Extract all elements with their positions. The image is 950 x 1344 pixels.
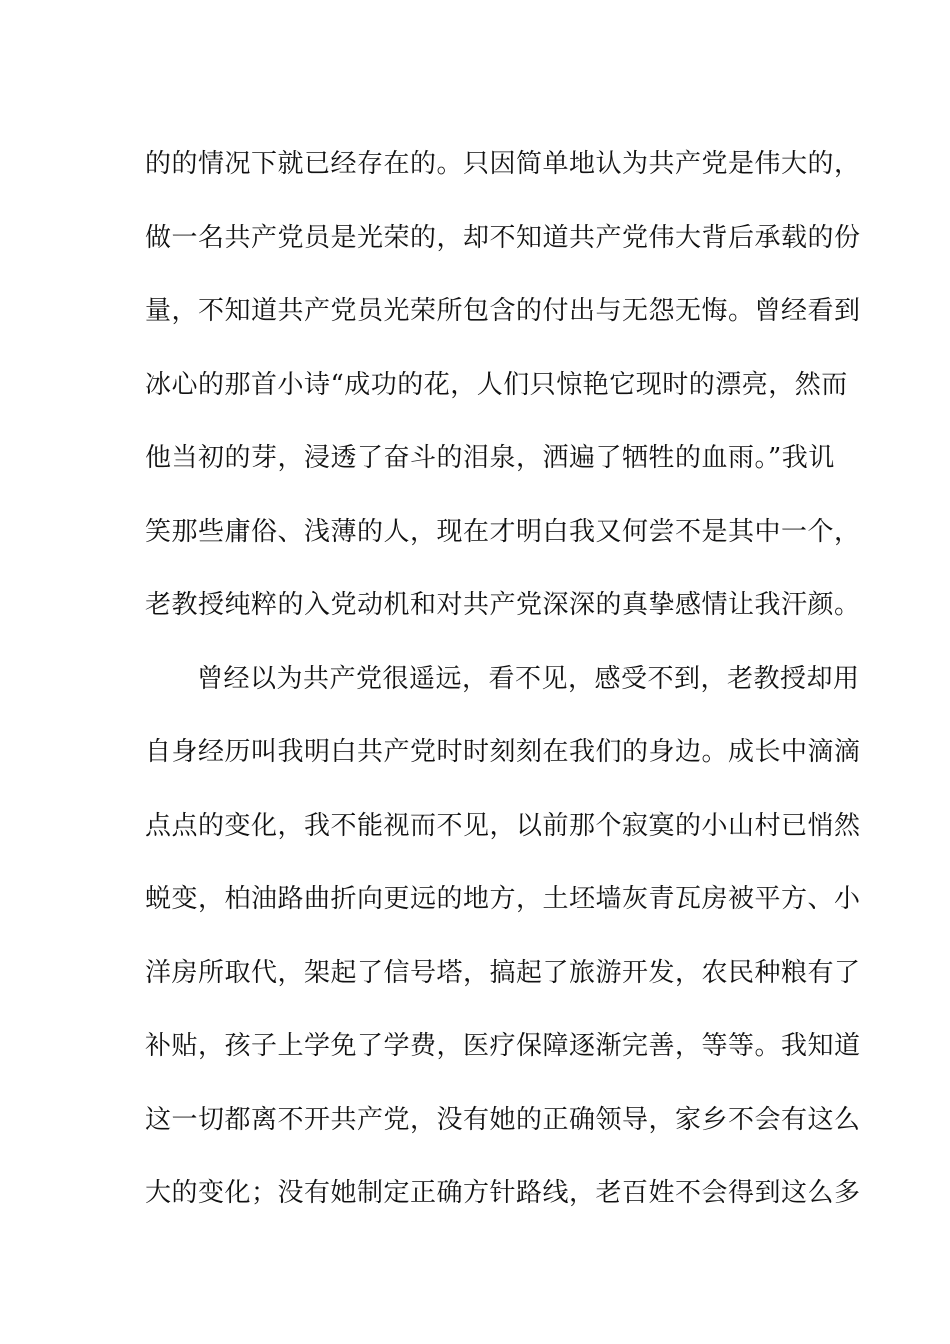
body-text [145,128,861,1231]
text-line: 点点的变化，我不能视而不见，以前那个寂寞的小山村已悄然 [145,810,861,841]
text-line: 的的情况下就已经存在的。只因简单地认为共产党是伟大的， [145,149,861,179]
text-line: 老教授纯粹的入党动机和对共产党深深的真挚感情让我汗颜。 [145,590,861,620]
text-line: 大的变化；没有她制定正确方针路线，老百姓不会得到这么多 [145,1178,861,1208]
text-line: 量，不知道共产党员光荣所包含的付出与无怨无悔。曾经看到 [145,296,861,326]
text-line: 蜕变，柏油路曲折向更远的地方，土坯墙灰青瓦房被平方、小 [145,884,861,914]
text-line: 洋房所取代，架起了信号塔，搞起了旅游开发，农民种粮有了 [145,957,861,988]
text-line: 笑那些庸俗、浅薄的人，现在才明白我又何尝不是其中一个， [145,516,861,547]
text-line: 补贴，孩子上学免了学费，医疗保障逐渐完善，等等。我知道 [145,1031,861,1061]
text-line: 做一名共产党员是光荣的，却不知道共产党伟大背后承载的份 [145,222,861,253]
text-line: 冰心的那首小诗“成功的花，人们只惊艳它现时的漂亮，然而 [145,369,848,400]
text-line: 自身经历叫我明白共产党时时刻刻在我们的身边。成长中滴滴 [145,737,861,767]
text-line: 这一切都离不开共产党，没有她的正确领导，家乡不会有这么 [145,1104,861,1135]
text-line: 他当初的芽，浸透了奋斗的泪泉，洒遍了牺牲的血雨。”我讥 [145,443,835,473]
paragraph-start-line: 曾经以为共产党很遥远，看不见，感受不到，老教授却用 [197,663,860,694]
